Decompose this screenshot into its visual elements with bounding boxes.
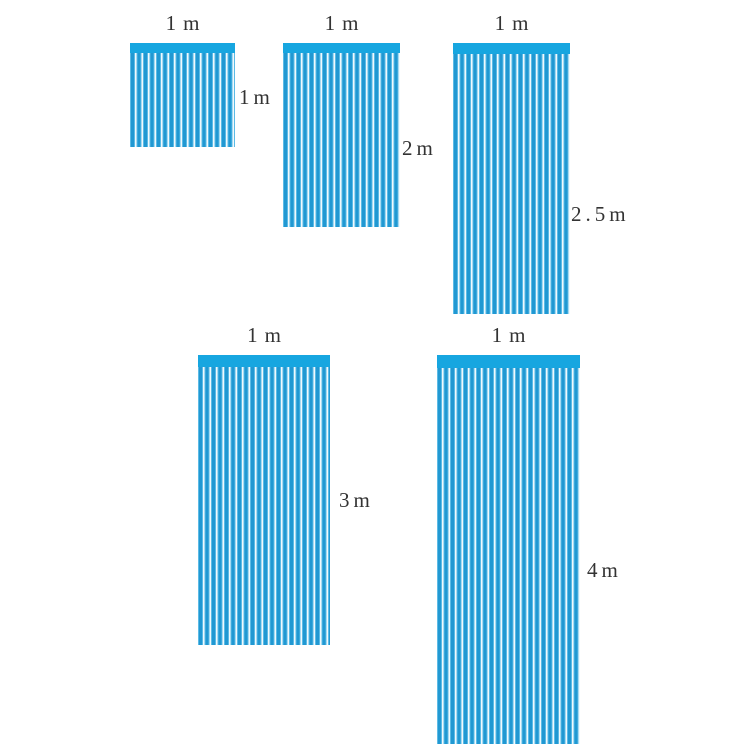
curtain-header-bar: [437, 355, 580, 368]
curtain-header-bar: [283, 43, 400, 53]
curtain-width-label: 1m: [491, 323, 533, 347]
curtain-strands: [198, 367, 330, 645]
curtain-strands: [130, 53, 235, 147]
curtain-strands: [453, 54, 570, 314]
curtain-3m: [198, 323, 374, 645]
curtain-height-label: 4m: [587, 558, 622, 582]
curtain-strands: [283, 53, 400, 227]
curtain-1m: [130, 11, 274, 147]
curtain-width-label: 1m: [247, 323, 288, 347]
curtain-width-label: 1m: [165, 11, 207, 35]
curtain-header-bar: [130, 43, 235, 53]
curtain-height-label: 3m: [339, 488, 374, 512]
curtain-header-bar: [453, 43, 570, 54]
curtain-height-label: 2.5m: [571, 202, 630, 226]
curtain-2m: [283, 11, 437, 227]
curtain-width-label: 1m: [324, 11, 366, 35]
curtain-height-label: 1m: [239, 85, 274, 109]
curtain-header-bar: [198, 355, 330, 367]
curtain-strands: [437, 368, 580, 744]
curtain-4m: [437, 323, 622, 744]
curtain-height-label: 2m: [402, 136, 437, 160]
curtain-width-label: 1m: [494, 11, 536, 35]
curtain-2-5m: [453, 11, 630, 314]
